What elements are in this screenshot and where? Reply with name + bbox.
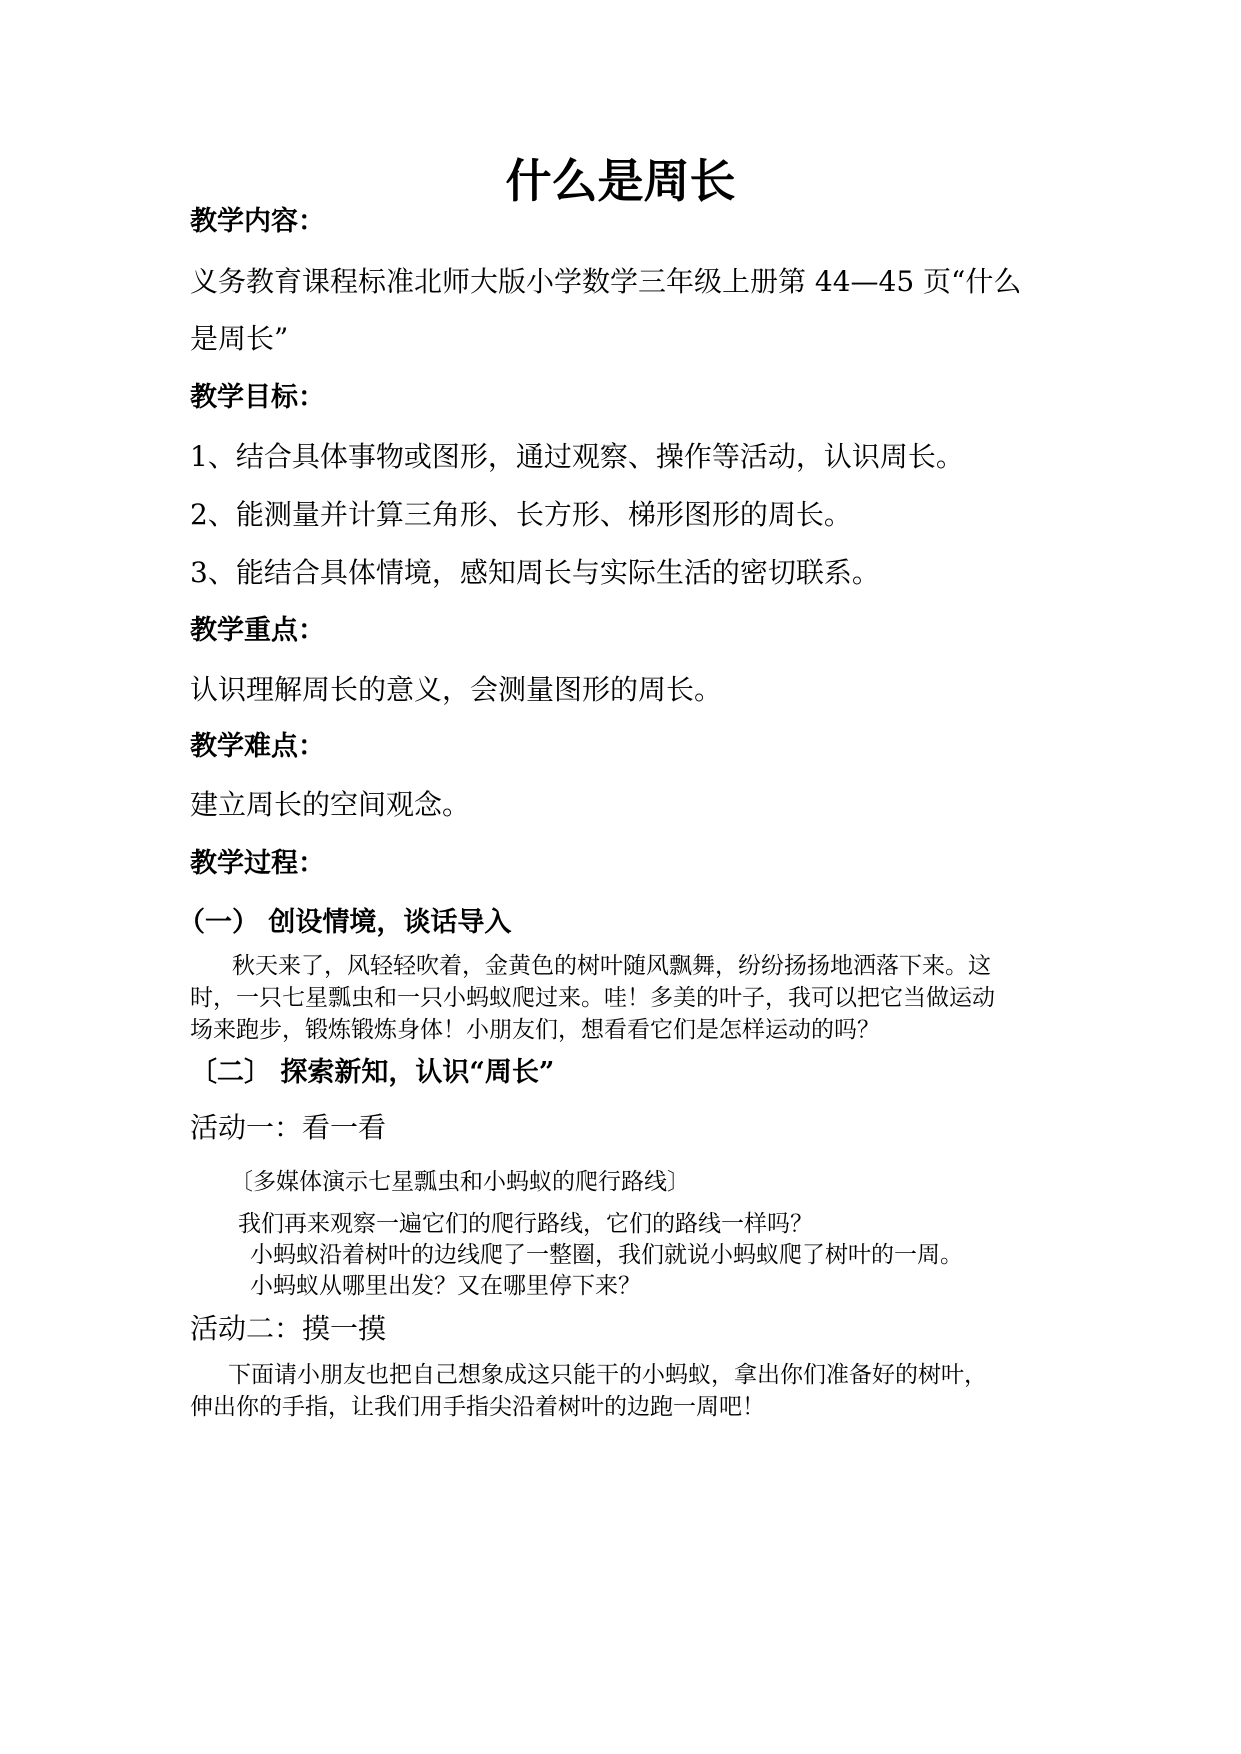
goal-item-1: 1、结合具体事物或图形，通过观察、操作等活动，认识周长。: [190, 440, 964, 473]
goal-item-3: 3、能结合具体情境，感知周长与实际生活的密切联系。: [190, 556, 880, 589]
activity1-heading: 活动一：看一看: [190, 1111, 387, 1144]
activity2-line-2: 伸出你的手指，让我们用手指尖沿着树叶的边跑一周吧！: [190, 1394, 765, 1420]
process-part1-line-2: 时，一只七星瓢虫和一只小蚂蚁爬过来。哇！多美的叶子，我可以把它当做运动: [190, 985, 995, 1011]
process-part1-heading: （一） 创设情境，谈话导入: [178, 907, 512, 938]
section-heading-goals: 教学目标：: [190, 382, 325, 413]
goal-item-2: 2、能测量并计算三角形、长方形、梯形图形的周长。: [190, 498, 852, 531]
activity2-heading: 活动二：摸一摸: [190, 1312, 387, 1345]
process-part1-line-3: 场来跑步，锻炼锻炼身体！小朋友们，想看看它们是怎样运动的吗？: [190, 1017, 880, 1043]
activity1-note: 〔多媒体演示七星瓢虫和小蚂蚁的爬行路线〕: [230, 1169, 690, 1195]
content-text-line-2: 是周长”: [190, 322, 289, 355]
section-heading-process: 教学过程：: [190, 848, 325, 879]
key-point-text: 认识理解周长的意义，会测量图形的周长。: [190, 673, 723, 706]
activity2-line-1: 下面请小朋友也把自己想象成这只能干的小蚂蚁，拿出你们准备好的树叶，: [228, 1362, 987, 1388]
process-part2-heading: 〔二〕 探索新知，认识“周长”: [190, 1057, 555, 1088]
section-heading-difficulty: 教学难点：: [190, 731, 325, 762]
activity1-line-3: 小蚂蚁从哪里出发？又在哪里停下来？: [250, 1273, 641, 1299]
page-title: 什么是周长: [505, 154, 736, 208]
process-part1-line-1: 秋天来了，风轻轻吹着，金黄色的树叶随风飘舞，纷纷扬扬地洒落下来。这: [232, 953, 991, 979]
difficulty-text: 建立周长的空间观念。: [190, 788, 471, 821]
activity1-line-1: 我们再来观察一遍它们的爬行路线，它们的路线一样吗？: [238, 1211, 813, 1237]
section-heading-key-point: 教学重点：: [190, 615, 325, 646]
activity1-line-2: 小蚂蚁沿着树叶的边线爬了一整圈，我们就说小蚂蚁爬了树叶的一周。: [250, 1242, 963, 1268]
content-text-line-1: 义务教育课程标准北师大版小学数学三年级上册第 44—45 页“什么: [190, 265, 1022, 298]
section-heading-content: 教学内容：: [190, 206, 325, 237]
